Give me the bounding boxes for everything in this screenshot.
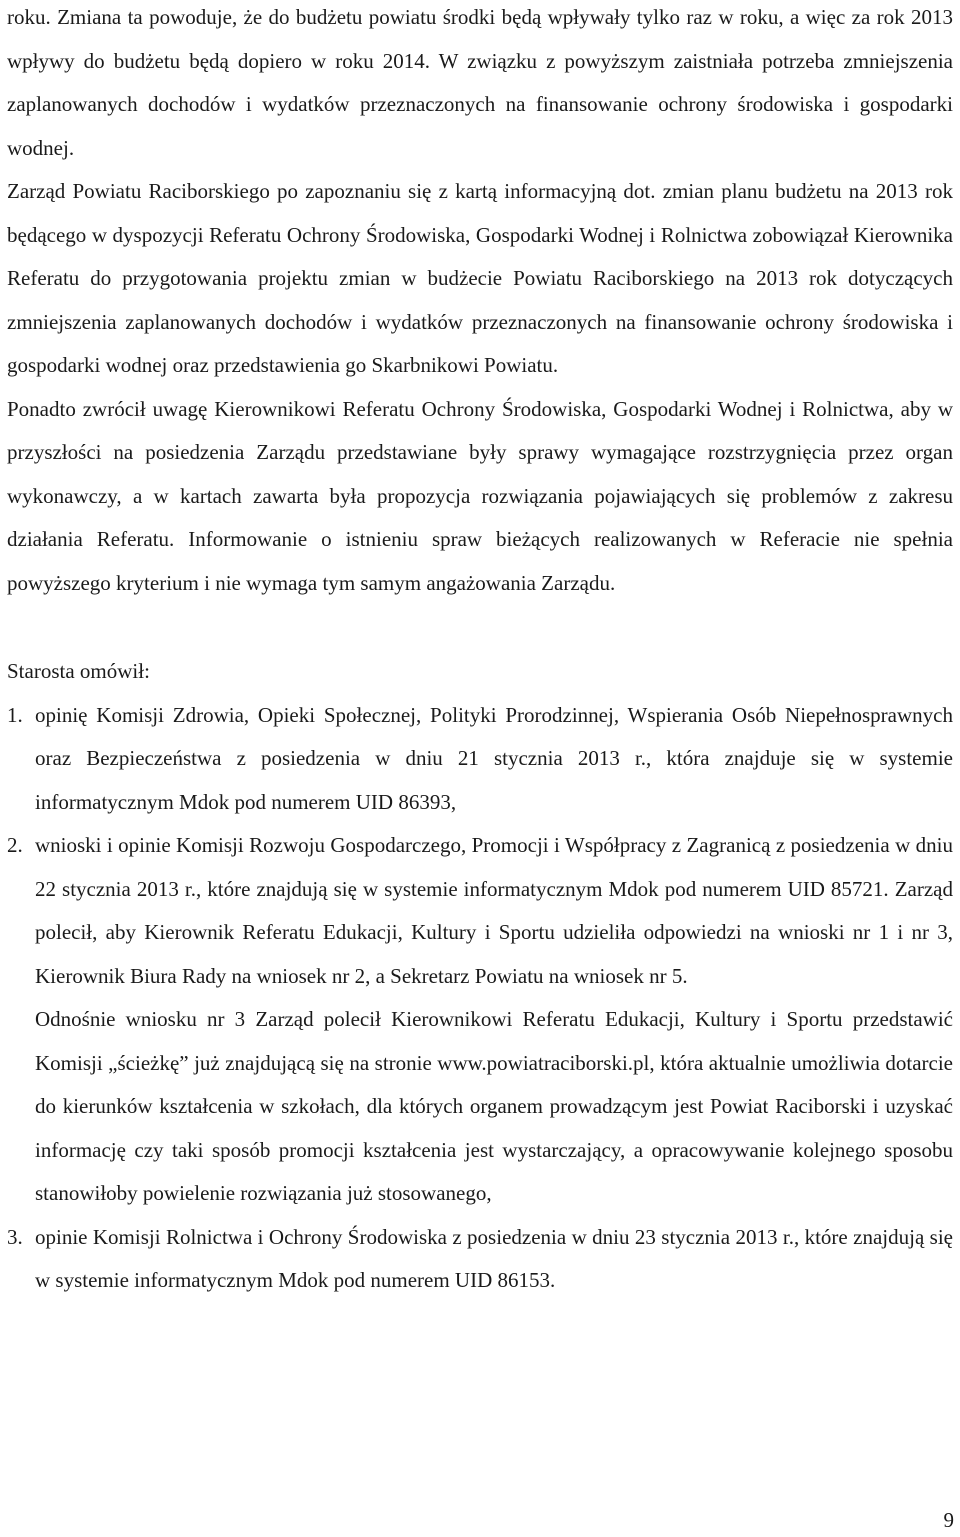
decision-list <box>7 694 953 1303</box>
starosta-heading: Starosta omówił: <box>7 659 150 683</box>
list-item <box>7 824 953 1216</box>
list-item-text: opinię Komisji Zdrowia, Opieki Społecznej, Polityki Prorodzinnej, Wspierania Osób Niepełnosprawnych oraz Bezpieczeństwa z posiedzenia w dniu 21 stycznia 2013 r., która znajduje się w systemie informatycznym Mdok pod numerem UID 86393, <box>35 702 953 814</box>
document-page <box>7 0 953 1303</box>
list-item-text: opinie Komisji Rolnictwa i Ochrony Środowiska z posiedzenia w dniu 23 stycznia 2013 r., które znajdują się w systemie informatycznym Mdok pod numerem UID 86153. <box>35 1224 953 1292</box>
page-number: 9 <box>943 1508 954 1532</box>
paragraph-board-decision: Zarząd Powiatu Raciborskiego po zapoznaniu się z kartą informacyjną dot. zmian planu budżetu na 2013 rok będącego w dyspozycji Referatu Ochrony Środowiska, Gospodarki Wodnej i Rolnictwa zobowiązał Kierownika Referatu do przygotowania projektu zmian w budżecie Powiatu Raciborskiego na 2013 rok dotyczących zmniejszenia zaplanowanych dochodów i wydatków przeznaczonych na finansowanie ochrony środowiska i gospodarki wodnej oraz przedstawienia go Skarbnikowi Powiatu. <box>7 179 953 377</box>
list-item <box>7 1216 953 1303</box>
list-item-number: 3. <box>7 1224 23 1249</box>
paragraph-board-remark: Ponadto zwrócił uwagę Kierownikowi Referatu Ochrony Środowiska, Gospodarki Wodnej i Rolnictwa, aby w przyszłości na posiedzenia Zarządu przedstawiane były sprawy wymagające rozstrzygnięcia przez organ wykonawczy, a w kartach zawarta była propozycja rozwiązania pojawiających się problemów z zakresu działania Referatu. Informowanie o istnieniu spraw bieżących realizowanych w Referacie nie spełnia powyższego kryterium i nie wymaga tym samym angażowania Zarządu. <box>7 396 953 595</box>
paragraph-budget-change: roku. Zmiana ta powoduje, że do budżetu powiatu środki będą wpływały tylko raz w roku, a więc za rok 2013 wpływy do budżetu będą dopiero w roku 2014. W związku z powyższym zaistniała potrzeba zmniejszenia zaplanowanych dochodów i wydatków przeznaczonych na finansowanie ochrony środowiska i gospodarki wodnej. <box>7 5 953 160</box>
list-item <box>7 694 953 825</box>
list-item-number: 1. <box>7 702 23 727</box>
list-item-text: wnioski i opinie Komisji Rozwoju Gospodarczego, Promocji i Współpracy z Zagranicą z posiedzenia w dniu 22 stycznia 2013 r., które znajdują się w systemie informatycznym Mdok pod numerem UID 85721. Zarząd polecił, aby Kierownik Referatu Edukacji, Kultury i Sportu udzieliła odpowiedzi na wnioski nr 1 i nr 3, Kierownik Biura Rady na wniosek nr 2, a Sekretarz Powiatu na wniosek nr 5. <box>35 833 953 988</box>
section-spacer <box>7 605 953 650</box>
list-item-text: Odnośnie wniosku nr 3 Zarząd polecił Kierownikowi Referatu Edukacji, Kultury i Sportu przedstawić Komisji „ścieżkę” już znajdującą się na stronie www.powiatraciborski.pl, która aktualnie umożliwia dotarcie do kierunków kształcenia w szkołach, dla których organem prowadzącym jest Powiat Raciborski i uzyskać informację czy taki sposób promocji kształcenia jest wystarczający, a opracowywanie kolejnego sposobu stanowiłoby powielenie rozwiązania już stosowanego, <box>35 1007 953 1205</box>
list-item-number: 2. <box>7 833 23 857</box>
